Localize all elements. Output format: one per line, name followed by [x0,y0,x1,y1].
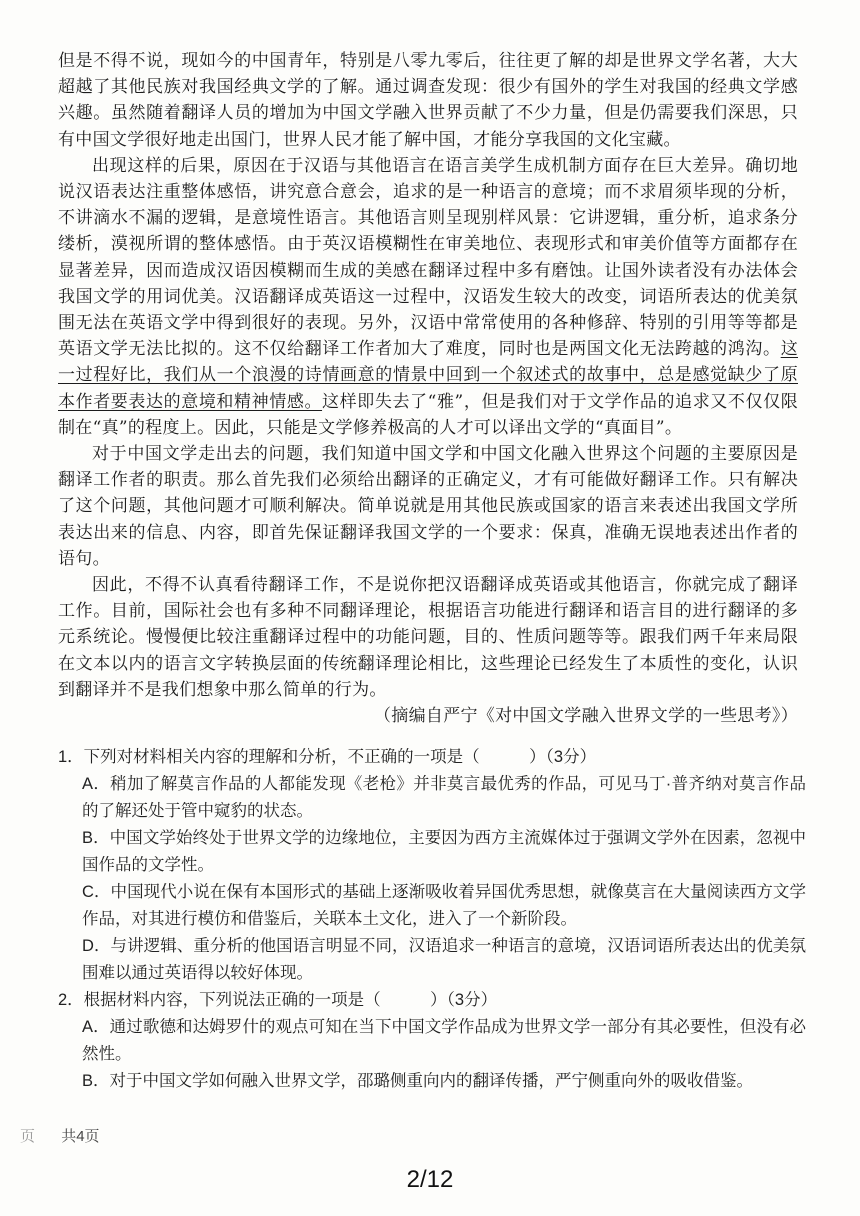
option-b: B．对于中国文学如何融入世界文学，邵璐侧重向内的翻译传播，严宁侧重向外的吸收借鉴。 [82,1072,754,1090]
page-footer [20,1125,100,1146]
total-pages-label: 共4页 [61,1128,100,1145]
passage-source: （摘编自严宁《对中国文学融入世界文学的一些思考》） [374,706,798,727]
passage-paragraph-4: 因此，不得不认真看待翻译工作，不是说你把汉语翻译成英语或其他语言，你就完成了翻译工作。目前，国际社会也有多种不同翻译理论，根据语言功能进行翻译和语言目的进行翻译的多元系统论。慢慢便比较注重翻译过程中的功能问题，目的、性质问题等等。跟我们两千年来局限在文本以内的语言文字转换层面的传统翻译理论相比，这些理论已经发生了本质性的变化，认识到翻译并不是我们想象中那么简单的行为。 [58,575,798,700]
option-a: A．通过歌德和达姆罗什的观点可知在当下中国文学作品成为世界文学一部分有其必要性，但没有必然性。 [82,1018,806,1063]
option-a: A．稍加了解莫言作品的人都能发现《老枪》并非莫言最优秀的作品，可见马丁·普齐纳对莫言作品的了解还处于管中窥豹的状态。 [82,775,806,820]
question-stem: 1．下列对材料相关内容的理解和分析，不正确的一项是（ ）（3分） [58,748,597,766]
option-c: C．中国现代小说在保有本国形式的基础上逐渐吸收着异国优秀思想，就像莫言在大量阅读西方文学作品，对其进行模仿和借鉴后，关联本土文化，进入了一个新阶段。 [82,883,806,928]
footer-faint-mark: 页 [20,1128,36,1145]
option-d: D．与讲逻辑、重分析的他国语言明显不同，汉语追求一种语言的意境，汉语词语所表达出的优美氛围难以通过英语得以较好体现。 [82,937,806,982]
page-indicator: 2/12 [406,1166,454,1193]
passage-paragraph-1: 但是不得不说，现如今的中国青年，特别是八零九零后，往往更了解的却是世界文学名著，大大超越了其他民族对我国经典文学的了解。通过调查发现：很少有国外的学生对我国的经典文学感兴趣。虽然随着翻译人员的增加为中国文学融入世界贡献了不少力量，但是仍需要我们深思，只有中国文学很好地走出国门，世界人民才能了解中国，才能分享我国的文化宝藏。 [58,51,798,150]
reading-passage [58,48,798,729]
underlined-sentence: 这一过程好比，我们从一个浪漫的诗情画意的情景中回到一个叙述式的故事中，总是感觉缺少了原本作者要表达的意境和精神情感。 [58,339,798,412]
paragraph-2-tail: 这样即失去了“雅”，但是我们对于文学作品的追求又不仅仅限制在“真”的程度上。因此，只能是文学修养极高的人才可以译出文学的“真面目”。 [58,391,799,438]
question-stem: 2．根据材料内容，下列说法正确的一项是（ ）（3分） [58,991,498,1009]
option-b: B．中国文学始终处于世界文学的边缘地位，主要因为西方主流媒体过于强调文学外在因素，忽视中国作品的文学性。 [82,829,806,874]
question-1 [58,744,806,987]
passage-paragraph-2 [58,153,798,441]
question-2 [58,987,806,1095]
paragraph-2-text: 出现这样的后果，原因在于汉语与其他语言在语言美学生成机制方面存在巨大差异。确切地说汉语表达注重整体感悟，讲究意合意会，追求的是一种语言的意境；而不求眉须毕现的分析，不讲滴水不漏的逻辑，是意境性语言。其他语言则呈现别样风景：它讲逻辑，重分析，追求条分缕析，漠视所谓的整体感悟。由于英汉语模糊性在审美地位、表现形式和审美价值等方面都存在显著差异，因而造成汉语因模糊而生成的美感在翻译过程中多有磨蚀。让国外读者没有办法体会我国文学的用词优美。汉语翻译成英语这一过程中，汉语发生较大的改变，词语所表达的优美氛围无法在英语文学中得到很好的表现。另外，汉语中常常使用的各种修辞、特别的引用等等都是英语文学无法比拟的。这不仅给翻译工作者加大了难度，同时也是两国文化无法跨越的鸿沟。 [58,155,798,360]
questions-section [58,744,806,1095]
passage-paragraph-3: 对于中国文学走出去的问题，我们知道中国文学和中国文化融入世界这个问题的主要原因是翻译工作者的职责。那么首先我们必须给出翻译的正确定义，才有可能做好翻译工作。只有解决了这个问题，其他问题才可顺利解决。简单说就是用其他民族或国家的语言来表述出我国文学所表达出来的信息、内容，即首先保证翻译我国文学的一个要求：保真，准确无误地表述出作者的语句。 [58,444,798,569]
